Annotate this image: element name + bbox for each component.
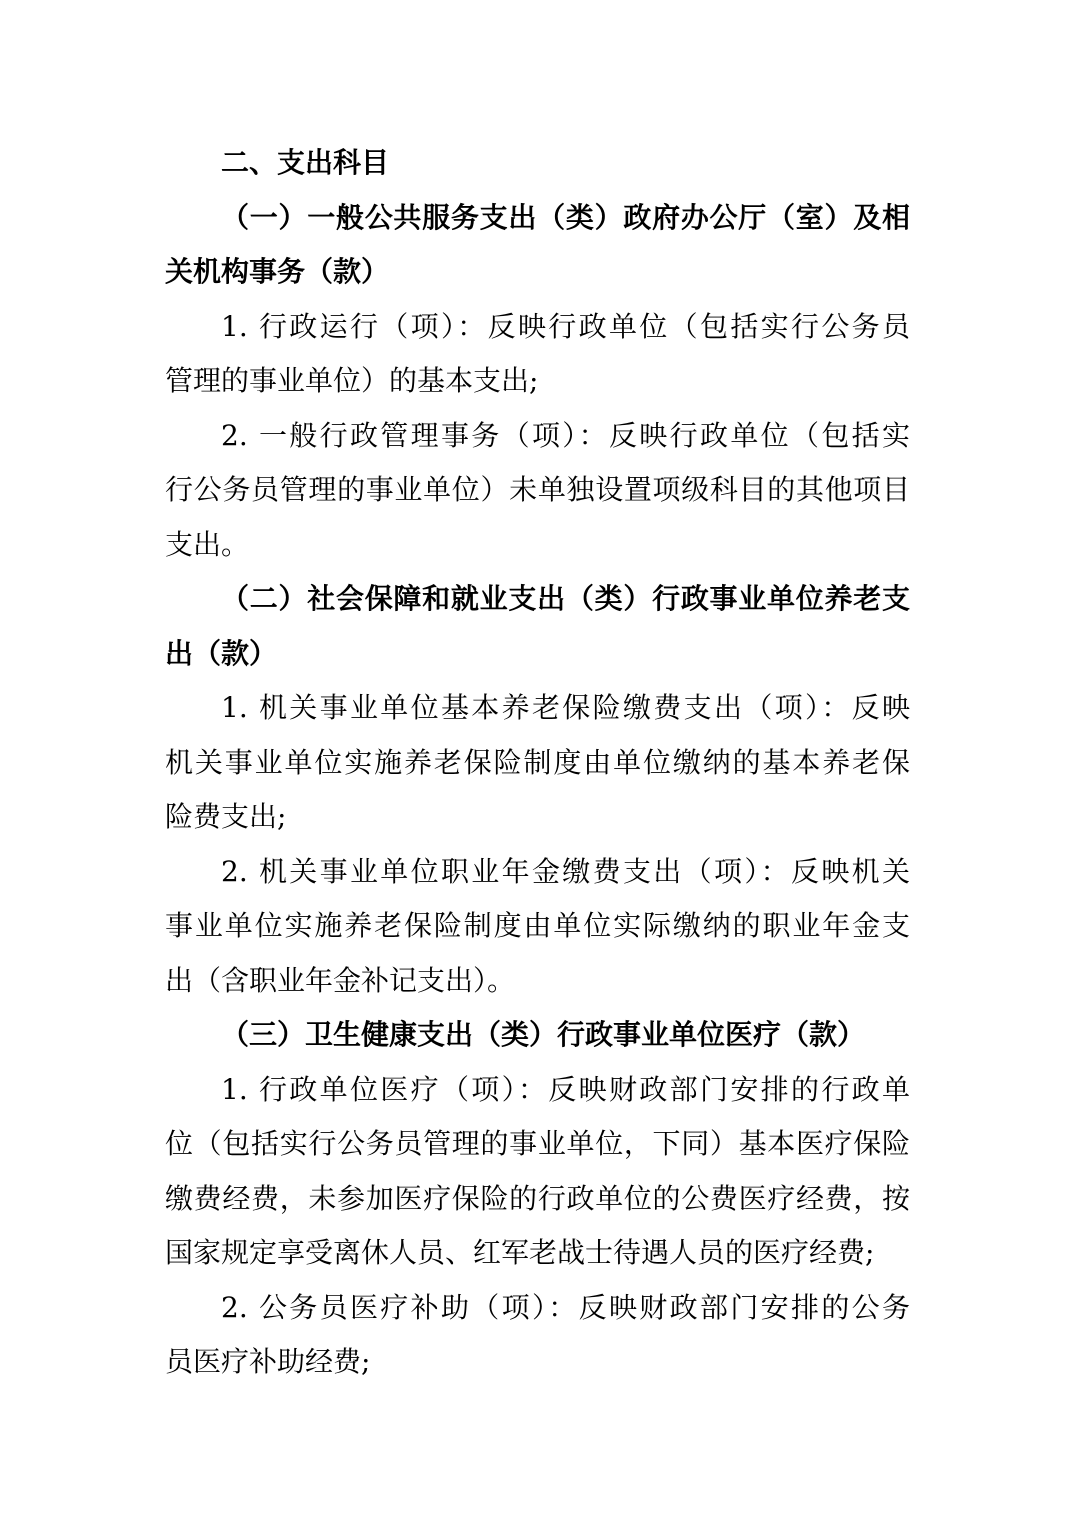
text-line: 1. 行政单位医疗（项）：反映财政部门安排的行政单 [221,1072,910,1106]
text-line: 2. 公务员医疗补助（项）：反映财政部门安排的公务 [221,1290,910,1324]
text-line: 2. 机关事业单位职业年金缴费支出（项）：反映机关 [221,854,910,888]
text-line: 险费支出; [165,800,287,833]
section-heading [165,1012,910,1067]
text-line: 员医疗补助经费; [165,1345,371,1378]
text-line: 二、支出科目 [221,146,390,179]
section-heading [165,576,910,685]
text-line: 机关事业单位实施养老保险制度由单位缴纳的基本养老保 [165,745,910,779]
body-paragraph [165,685,910,849]
section-heading [165,195,910,304]
text-line: 位（包括实行公务员管理的事业单位，下同）基本医疗保险 [165,1127,910,1160]
text-line: 出（款） [165,636,278,670]
text-line: 支出。 [165,527,250,561]
text-line: 国家规定享受离休人员、红军老战士待遇人员的医疗经费; [165,1236,875,1269]
text-line: 2. 一般行政管理事务（项）：反映行政单位（包括实 [221,418,910,452]
document-body [165,140,910,1394]
text-line: 出（含职业年金补记支出）。 [165,963,516,997]
text-line: 管理的事业单位）的基本支出; [165,364,539,397]
text-line: 行公务员管理的事业单位）未单独设置项级科目的其他项目 [165,473,910,506]
body-paragraph [165,304,910,413]
body-paragraph [165,849,910,1013]
text-line: （一）一般公共服务支出（类）政府办公厅（室）及相 [221,200,910,234]
body-paragraph [165,413,910,577]
text-line: 缴费经费，未参加医疗保险的行政单位的公费医疗经费，按 [165,1181,910,1215]
body-paragraph [165,1067,910,1285]
text-line: （二）社会保障和就业支出（类）行政事业单位养老支 [221,582,910,615]
section-heading [165,140,910,195]
text-line: 事业单位实施养老保险制度由单位实际缴纳的职业年金支 [165,909,910,942]
text-line: （三）卫生健康支出（类）行政事业单位医疗（款） [221,1018,866,1051]
text-line: 1. 行政运行（项）：反映行政单位（包括实行公务员 [221,309,910,343]
text-line: 关机构事务（款） [165,255,390,288]
body-paragraph [165,1285,910,1394]
text-line: 1. 机关事业单位基本养老保险缴费支出（项）：反映 [221,691,910,724]
